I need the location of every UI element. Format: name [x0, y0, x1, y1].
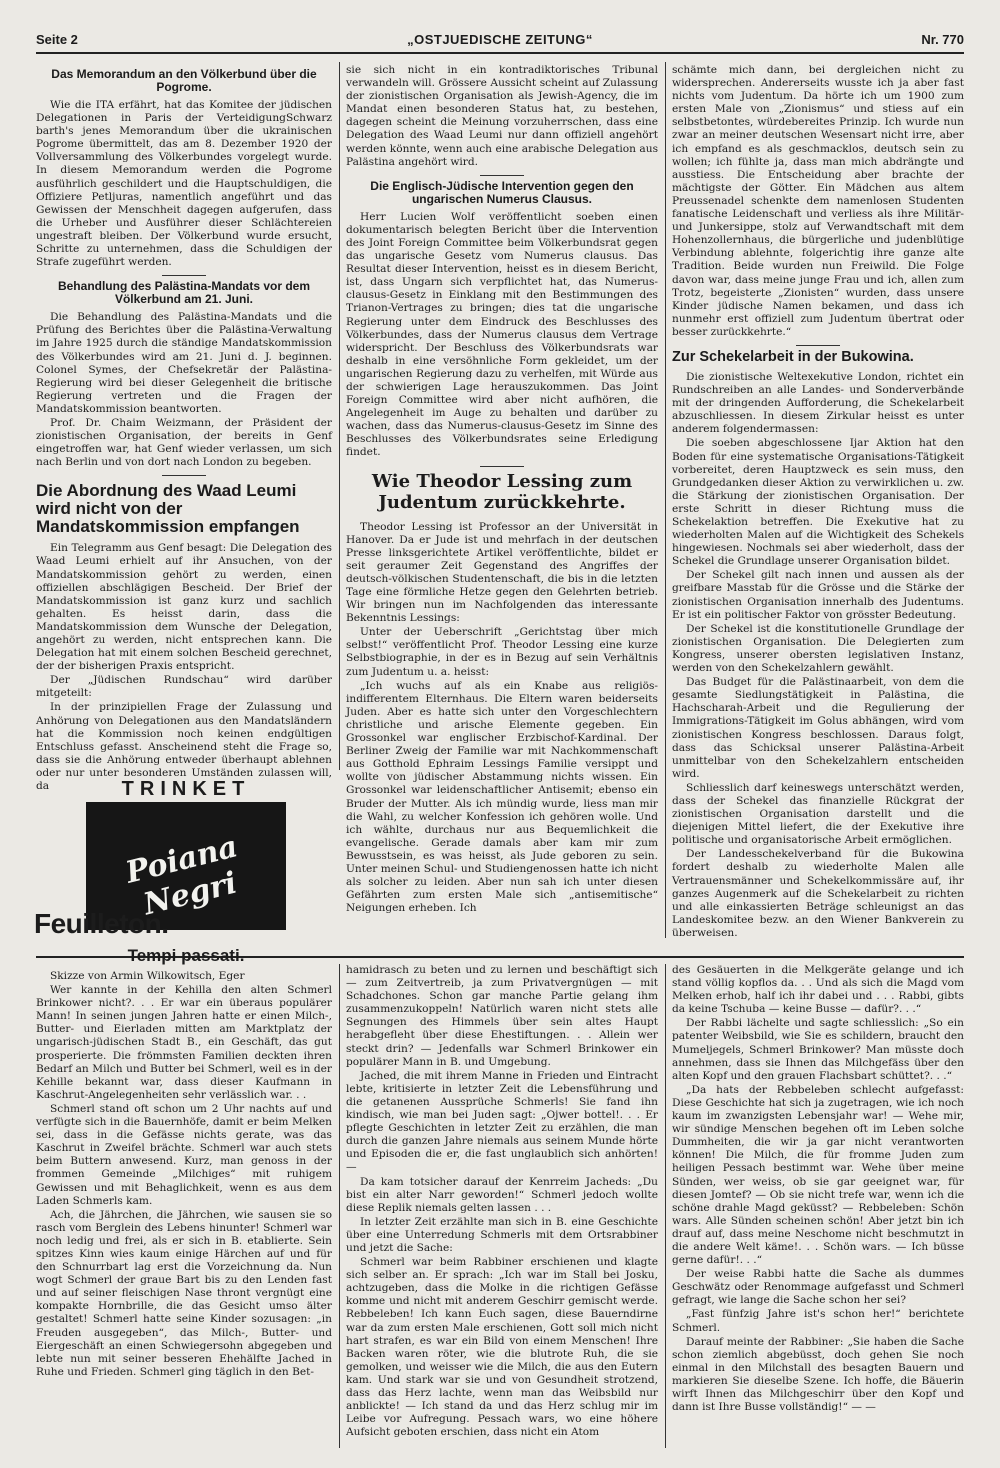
separator — [162, 275, 206, 276]
column-rule — [665, 964, 666, 1448]
headline-mandat: Behandlung des Palästina-Mandats vor dem Völkerbund am 21. Juni. — [57, 279, 311, 307]
ad-brand-name: Poiana Negri — [122, 829, 242, 923]
feuilleton-column-1 — [36, 970, 332, 1450]
article-lessing-p3: „Ich wuchs auf als ein Knabe aus religiös-indifferentem Elternhaus. Die Eltern waren beiderseits Juden. Aber es hatte sich unter den Vorgeschlechtern christliche und arische Elemente gegeben. Ein Grossonkel war englischer Erzbischof-Kardinal. Der Berliner Zweig der Familie war mit Nachkommenschaft aus Gotthold Ephraim Lessings Familie versippt und wollte von jüdischer Abstammung nichts wissen. Ein Grossonkel war leidenschaftlicher Antisemit; ebenso ein Bruder der Mutter. Als ich mündig wurde, liess man mir die Wahl, zu welcher Konfession ich gehören wolle. Und ich wählte, durchaus nur aus Bequemlichkeit die evangelische. Gerade damals aber kam mir zum Bewusstsein, es was heisst, als Jude geboren zu sein. Unter meinen Schul- und Studiengenossen hatte ich nicht als solcher zu leiden. Aber nun sah ich unter diesen Gefährten zum ersten Male sich „antisemitische“ Neigungen erheben. Ich — [346, 679, 658, 915]
page-header — [36, 28, 964, 54]
newspaper-title: „OSTJUEDISCHE ZEITUNG“ — [407, 32, 593, 47]
article-lessing-p2: Unter der Ueberschrift „Gerichtstag über mich selbst!“ veröffentlicht Prof. Theodor Lessing eine kurze Selbstbiographie, in der es in Bezug auf sein Verhältnis zum Judentum u. a. heisst: — [346, 626, 658, 678]
separator — [480, 466, 524, 467]
separator — [796, 345, 840, 346]
column-rule — [339, 964, 340, 1448]
feuilleton-paragraph: Da kam totsicher darauf der Kenrreim Jacheds: „Du bist ein alter Narr geworden!“ Schmerl jedoch wollte diese Replik niemals gelten lassen . . . — [346, 1175, 658, 1214]
page-number: Seite 2 — [36, 32, 78, 47]
ad-headline: TRINKET — [121, 778, 251, 800]
article-schekel-p4: Der Schekel ist die konstitutionelle Grundlage der zionistischen Organisation. Die Delegierten zum Kongress, unserer obersten legislativen Instanz, werden von den Schekelzahlern gewählt. — [672, 622, 964, 675]
article-schekel-p5: Das Budget für die Palästinaarbeit, von dem die gesamte Siedlungstätigkeit in Palästina, die Hachscharah-Arbeit und die Regulierung der Immigrations-Tätigkeit im Golus abhängen, wird vom zionistischen Kongress beschlossen. Daraus folgt, dass das Schicksal unserer Palästina-Arbeit unmittelbar von den Schekelzahlern entscheiden wird. — [672, 676, 964, 780]
issue-number: Nr. 770 — [921, 32, 964, 47]
article-schekel-p1: Die zionistische Weltexekutive London, richtet ein Rundschreiben an alle Landes- und Sonderverbände mit der dringenden Aufforderung, die Schekelarbeit abzuschliessen. In diesem Zirkular heisst es unter anderem folgendermassen: — [672, 370, 964, 436]
article-lessing-p1: Theodor Lessing ist Professor an der Universität in Hanover. Da er Jude ist und mehrfach in der deutschen Presse linksgerichtete Artikel veröffentlichte, bildet er seit geraumer Zeit Gegenstand des Angriffes der deutsch-völkischen Studentenschaft, die bis in die letzten Tage eine förmliche Hetze gegen den Gelehrten betrieb. Wir bringen nun im Nachfolgenden das interessante Bekenntnis Lessings: — [346, 520, 658, 625]
article-abordnung-continued: sie sich nicht in ein kontradiktorisches Tribunal verwandeln will. Grössere Aussicht scheint auf Zulassung der zionistischen Organisation als Jewish-Agency, die im Mandat einen besonderen Status hat, zu bestehen, dagegen scheint die Meinung vorzuherrschen, dass eine Delegation des Waad Leumi nur dann offiziell angehört werden könnte, wenn auch eine arabische Delegation aus Palästina angehört wird. — [346, 64, 658, 168]
article-abordnung-p1: Ein Telegramm aus Genf besagt: Die Delegation des Waad Leumi erhielt auf ihr Ansuchen, von der Mandatskommission gehört zu werden, einen offiziellen abschlägigen Bescheid. Der Brief der Mandatskommission ist ganz kurz und sachlich gehalten. Es heisst darin, dass die Mandatskommission dem Wunsche der Delegation, angehört zu werden, nicht entsprechen kann. Die Delegation hat mit einem solchen Bescheid gerechnet, der der bisherigen Praxis entspricht. — [36, 542, 332, 673]
feuilleton-paragraph: „Da hats der Rebbeleben schlecht aufgefasst: Diese Geschichte hat sich ja zugetragen, wie ich noch kaum im zwanzigsten Lebensjahr war! — Wehe mir, wir sündige Menschen begehen oft im Leben solche Dummheiten, die wir ja gar nicht verantworten können! Die Milch, die für fromme Juden zum heiligen Pessach bestimmt war. Wehe über meine Sünden, wer weiss, ob sie gar geeignet war, für diesen Jomtef? — Ob sie nicht trefe war, wenn ich die schöne drahle Magd geküsst? — Rebbeleben: Schön wars. Alle Sünden scheinen schön! Aber jetzt bin ich drauf auf, dass meine Neschome nicht beschmutzt in die andere Welt käme!. . . Schön wars. — Ich büsse gerne dafür!. . .“ — [672, 1083, 964, 1267]
feuilleton-paragraph: Der Rabbi lächelte und sagte schliesslich: „So ein patenter Weibsbild, wie Sie es schildern, braucht den Mumeljegels, Schmerl Brinkower? Man müsste doch annehmen, dass sie Ihnen das Milchgefäss über den alten Kopf und den grauen Flachsbart schüttet?. . .“ — [672, 1017, 964, 1082]
feuilleton-column-3 — [672, 964, 964, 1450]
feuilleton-paragraph: In letzter Zeit erzählte man sich in B. eine Geschichte über eine Unterredung Schmerls mit dem Ortsrabbiner und jetzt die Sache: — [346, 1215, 658, 1254]
headline-intervention: Die Englisch-Jüdische Intervention gegen den ungarischen Numerus Clausus. — [370, 178, 634, 206]
feuilleton-paragraph: „Fast fünfzig Jahre ist's schon her!“ berichtete Schmerl. — [672, 1308, 964, 1334]
article-intervention-text: Herr Lucien Wolf veröffentlicht soeben einen dokumentarisch belegten Bericht über die Intervention des Joint Foreign Committee beim Völkerbundsrat gegen das ungarische Gesetz vom Numerus clausus. Das Resultat dieser Intervention, heisst es in diesem Bericht, ist, dass Ungarn sich verpflichtet hat, das Numerus-clausus-Gesetz in Einklang mit den Bestimmungen des Trianon-Vertrages zu bringen; dies tat die ungarische Regierung unter dem Eindruck des Beschlusses des Völkerbundes, dass der Numerus clausus dem Vertrage widerspricht. Der Beschluss des Völkerbundsrats war deshalb in eine versöhnliche Form gekleidet, um der ungarischen Regierung dazu zu verhelfen, mit Würde aus der schwierigen Lage herauszukommen. Das Joint Foreign Committee wird aber nicht aufhören, die Angelegenheit im Auge zu behalten und darüber zu wachen, dass das Numerus-clausus-Gesetz im Sinne des Beschlusses des Völkerbundsrates seine Erledigung findet. — [346, 210, 658, 459]
article-memorandum-text: Wie die ITA erfährt, hat das Komitee der jüdischen Delegationen in Paris der VerteidigungSchwarz barth's jenes Memorandum über die ukrainischen Pogrome übermittelt, das am 8. Dezember 1920 der Vollversammlung des Völkerbundes vorgelegt wurde. In diesem Memorandum werden die Pogrome ausführlich geschildert und die Hauptschuldigen, die Offiziere Petljuras, namentlich angeführt und das Gewissen der Menschheit dagegen aufgerufen, dass die Urheber und Ausführer dieser Schlächtereien ungestraft bleiben. Der Völkerbund wurde ersucht, Schritte zu unternehmen, dass die Schuldigen der Strafe zugeführt werden. — [36, 99, 332, 269]
headline-memorandum: Das Memorandum an den Völkerbund über die Pogrome. — [51, 67, 317, 94]
headline-schekel: Zur Schekelarbeit in der Bukowina. — [672, 348, 914, 365]
article-schekel-p3: Der Schekel gilt nach innen und aussen als der greifbare Masstab für die Grösse und die Stärke der zionistischen Organisation innerhalb des Judentums. Er ist ein politischer Faktor von grösster Bedeutung. — [672, 569, 964, 621]
separator — [162, 475, 206, 476]
feuilleton-heading: Feuilleton. — [34, 908, 169, 939]
column-rule — [665, 62, 666, 938]
article-lessing-continued: schämte mich dann, bei dergleichen nicht zu widersprechen. Andererseits wusste ich ja aber fast nichts vom Judentum. Da hörte ich um 1900 zum ersten Male von „Zionismus“ und stiess auf ein selbstbetontes, würdebereites Prinzip. Ich wurde nun zwar an meiner deutschen Wesensart nicht irre, aber ich empfand es als geschmacklos, deutsch sein zu wollen; ich fühlte ja, dass man mich abdrängte und ausstiess. Die Entscheidung aber brachte der mächtigste der Götter. Ein Mädchen aus altem Preussenadel schenkte dem namenlosen Studenten fanatische Leidenschaft und verliess als ihre Militär- und Junkersippe, stolz auf Verwandtschaft mit dem Hohenzollernhaus, die bürgerliche und judenblütige Verbindung ablehnte, folgerichtig ihre ganze alte Tradition. Beide wurden nun Freiwild. Die Folge davon war, dass meine junge Frau und ich, allen zum Trotz, begeisterte „Zionisten“ wurden, dass unsere Kinder jüdische Namen bekamen, und dass ich nunmehr erst offiziell zum Judentum übertrat oder besser zurückkehrte.“ — [672, 64, 964, 338]
article-mandat-p2: Prof. Dr. Chaim Weizmann, der Präsident der zionistischen Organisation, der bereits in Genf eingetroffen war, hat Genf wieder verlassen, um sich nach Berlin und von dort nach London zu begeben. — [36, 416, 332, 469]
feuilleton-paragraph: Schmerl stand oft schon um 2 Uhr nachts auf und verfügte sich in die Bauernhöfe, damit er beim Melken sei, dass in die Gefässe nichts gerate, was das Kaschrut in Zweifel brächte. Schmerl war auch stets beim Buttern anwesend. Kurz, man genoss in der frommen Gemeinde „Milchiges“ mit ruhigem Gewissen und mit Behaglichkeit, wenn es aus dem Laden Schmerls kam. — [36, 1102, 332, 1207]
feuilleton-paragraph: hamidrasch zu beten und zu lernen und beschäftigt sich — zum Zeitvertreib, ja zum Privatvergnügen — mit Schadchones. Schon gar manche Partie gelang ihm zusammenzukoppeln! Natürlich waren nicht stets alle Segnungen des Himmels über sein altes Haupt herabgefleht über diese Ehestiftungen. . . Allein wer steckt drin? — Jedenfalls war Schmerl Brinkower ein populärer Mann in B. und Umgebung. — [346, 964, 658, 1068]
article-schekel-p2: Die soeben abgeschlossene Ijar Aktion hat den Boden für eine systematische Organisations-Tätigkeit vorbereitet, deren Hauptzweck es sein muss, den Grundgedanken dieser Aktion zu verwirklichen u. zw. die Stärkung der zionistischen Organisation. Der erste Schritt in dieser Richtung muss die Schekelaktion betreffen. Die Exekutive hat zu wiederholten Malen auf die Wichtigkeit des Schekels hingewiesen. Nochmals sei aber wiederholt, dass der Schekel die Grundlage unserer Organisation bildet. — [672, 437, 964, 568]
feuilleton-byline: Skizze von Armin Wilkowitsch, Eger — [50, 970, 245, 982]
feuilleton-title: Tempi passati. — [127, 946, 245, 965]
column-3 — [672, 64, 964, 938]
feuilleton-column-2 — [346, 964, 658, 1450]
column-rule — [339, 62, 340, 770]
article-schekel-p7: Der Landesschekelverband für die Bukowina fordert deshalb zu wiederholte Malen alle Vertrauensmänner und Schekelkommissäre auf, ihr ganzes Augenmerk auf die Schekelarbeit zu richten und alle einkassierten Beträge schleunigst an das Landeskomitee bezw. an den Wiener Bankverein zu überweisen. — [672, 848, 964, 939]
feuilleton-paragraph: Ach, die Jährchen, die Jährchen, wie sausen sie so rasch vom Berglein des Lebens hinunter! Schmerl war noch ledig und frei, als er sich in B. etablierte. Sein spitzes Kinn wies kaum einige Härchen auf und für den Schnurrbart lag erst die Vorzeichnung da. Nun wogt Schmerl der graue Bart bis zu den Lenden fast und auf seiner fleischigen Nase thront vergnügt eine kompakte Hornbrille, die das Gesicht umso älter gestaltet! Schmerl hatte seine Kinder sozusagen: „in Freuden ausgegeben“, das Milch-, Butter- und Eiergeschäft an einen Schwiegersohn abgegeben und lebte nun mit seiner besseren Ehehälfte Jached in Ruhe und Frieden. Schmerl ging täglich in den Bet- — [36, 1208, 332, 1378]
separator — [480, 175, 524, 176]
article-mandat-p1: Die Behandlung des Palästina-Mandats und die Prüfung des Berichtes über die Palästina-Verwaltung im Jahre 1925 durch die ständige Mandatskommission des Völkerbundes wird am 21. Juni d. J. beginnen. Colonel Symes, der Chefsekretär der Palästina-Regierung wird bei dieser Gelegenheit die britische Regierung vertreten und die Fragen der Mandatskommission beantworten. — [36, 311, 332, 415]
feuilleton-paragraph: Jached, die mit ihrem Manne in Frieden und Eintracht lebte, kritisierte in letzter Zeit die Lebensführung und die getanenen Aussprüche Schmerls! Sie fand ihn kindisch, wie man bei Juden sagt: „Ojwer bottel!. . . Er pflegte Geschichten in letzter Zeit zu erzählen, die man durch die ganzen Jahre niemals aus seinem Munde hörte und Episoden die er, die fast unglaublich sich anhörten! — — [346, 1069, 658, 1174]
column-2 — [346, 64, 658, 938]
feuilleton-paragraph: Darauf meinte der Rabbiner: „Sie haben die Sache schon ziemlich abgebüsst, doch gehen Sie noch einmal in den Milchstall des besagten Bauern und markieren Sie dieselbe Szene. Ich hoffe, die Bäuerin wirft Ihnen das Milchgeschirr über den Kopf und dann ist Ihre Busse vollständig!“ — — — [672, 1335, 964, 1414]
feuilleton-paragraph: Schmerl war beim Rabbiner erschienen und klagte sich selber an. Er sprach: „Ich war im Stall bei Josku, achtzugeben, dass die Molke in die richtigen Gefässe komme und nicht mit anderem Geschirr gemischt werde. Rebbeleben! Ich kann Euch sagen, diese Bauerndirne war da zum ersten Male erschienen, Gott soll mich nicht hart strafen, es war ein Bild von einem Menschen! Ihre Backen waren röter, wie die blutrote Ruh, die sie gemolken, und weisser wie die Milch, die aus den Eutern kam. Und stark war sie und von Gesundheit strotzend, dass das Herz lachte, wenn man das Weibsbild nur anblickte! — Ich stand da und das Herz schlug mir im Leibe vor Aufregung. Pessach wars, wo eine höhere Aufsicht geboten erschien, dass nicht ein Atom — [346, 1256, 658, 1439]
headline-lessing: Wie Theodor Lessing zum Judentum zurückkehrte. — [371, 470, 633, 513]
article-abordnung-p3: In der prinzipiellen Frage der Zulassung und Anhörung von Delegationen aus den Mandatsländern hat die Kommission noch keinen endgültigen Entschluss gefasst. Anscheinend steht die Frage so, dass sie die Anhörung entweder überhaupt ablehnen oder nur unter besonderen Umständen zulassen will, da — [36, 701, 332, 793]
headline-abordnung: Die Abordnung des Waad Leumi wird nicht von der Mandatskommission empfangen — [36, 481, 300, 537]
article-abordnung-p2: Der „Jüdischen Rundschau“ wird darüber mitgeteilt: — [36, 674, 332, 700]
feuilleton-paragraph: des Gesäuerten in die Melkgeräte gelange und ich stand völlig kopflos da. . . Und als sich die Magd vom Melken erhob, half ich ihr dabei und . . . Rabbi, gibts da keine Tschuba — keine Busse — dafür?. . .“ — [672, 964, 964, 1016]
feuilleton-paragraph: Der weise Rabbi hatte die Sache als dummes Geschwätz oder Renommage aufgefasst und Schmerl gefragt, wie lange die Sache schon her sei? — [672, 1268, 964, 1307]
article-schekel-p6: Schliesslich darf keineswegs unterschätzt werden, dass der Schekel das finanzielle Rückgrat der zionistischen Organisation darstellt und die diejenigen Mittel liefert, die der Exekutive ihre politische und organisatorische Arbeit ermöglichen. — [672, 781, 964, 847]
feuilleton-paragraph: Wer kannte in der Kehilla den alten Schmerl Brinkower nicht?. . . Er war ein überaus populärer Mann! In seinen jungen Jahren hatte er einen Milch-, Butter- und Eierladen mitten am Marktplatz der ungarisch-jüdischen Stadt B., ein Geschäft, das gut prosperierte. Die frömmsten Familien deckten ihren Bedarf an Milch und Butter bei Schmerl, weil es in der Kehille bekannt war, dass dieser Kaufmann in Kaschrut-Angelegenheiten sehr verlässlich war. . . — [36, 984, 332, 1101]
advertisement — [36, 776, 336, 928]
